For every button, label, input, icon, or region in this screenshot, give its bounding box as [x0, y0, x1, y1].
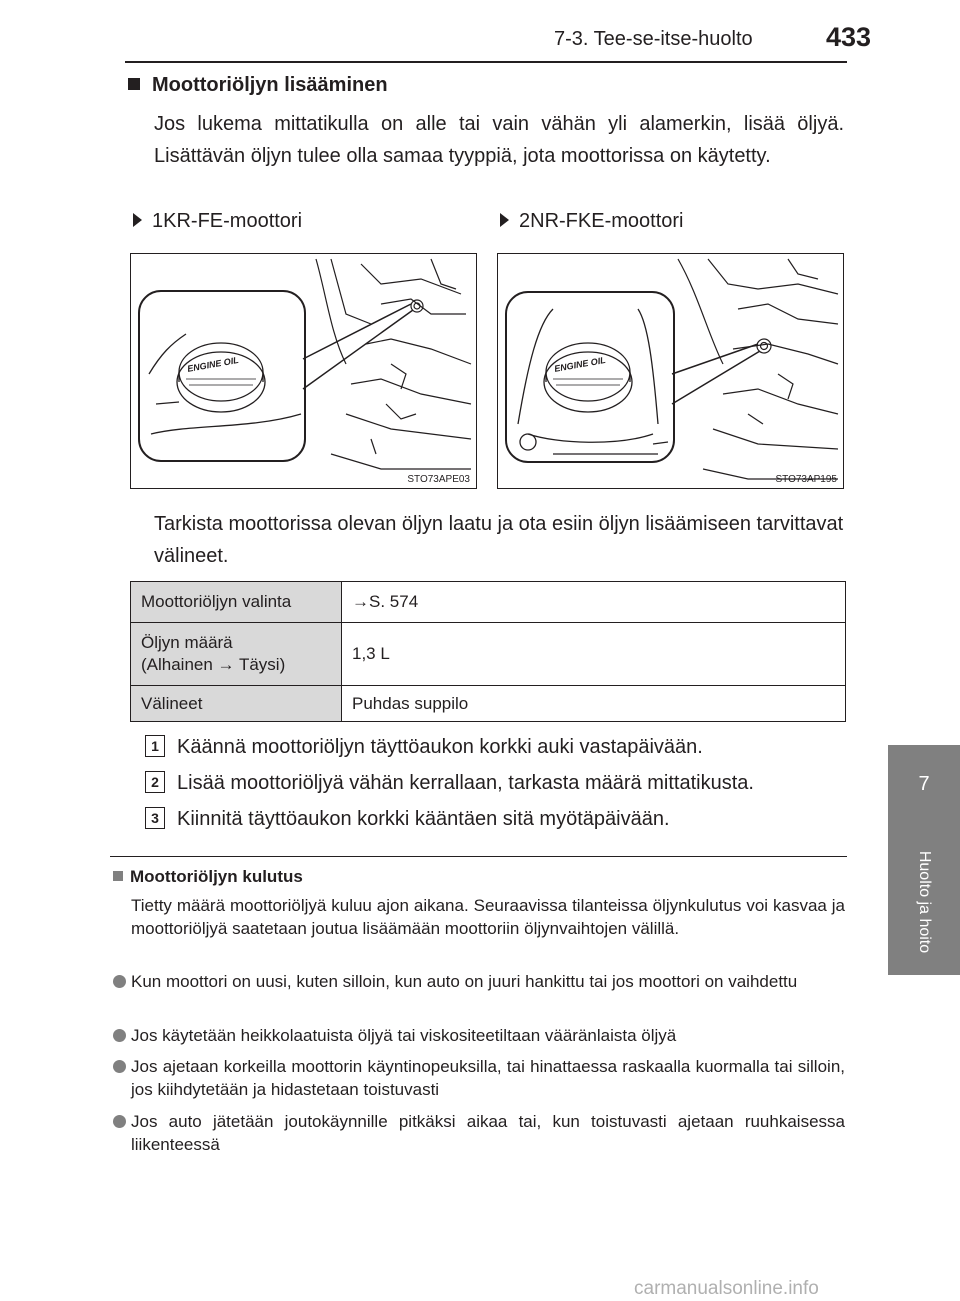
table-value: →S. 574 — [342, 582, 846, 623]
triangle-pointer-icon — [133, 213, 142, 227]
section-heading — [128, 74, 388, 97]
list-item — [113, 1055, 845, 1101]
table-value: Puhdas suppilo — [342, 686, 846, 722]
step-1-text: Käännä moottoriöljyn täyttöaukon korkki auki vastapäivään. — [177, 736, 703, 758]
note-heading-text: Moottoriöljyn kulutus — [130, 867, 303, 886]
engine-label-2 — [500, 210, 683, 233]
list-item — [113, 1110, 845, 1156]
figure-code-1: STO73APE03 — [407, 474, 470, 485]
note-heading — [113, 867, 303, 887]
list-item — [113, 1024, 845, 1047]
figure-code-2: STO73AP195 — [775, 474, 837, 485]
bullet-dot-icon — [113, 1060, 126, 1073]
chapter-tab-number — [888, 745, 960, 829]
note-paragraph: Tietty määrä moottoriöljyä kuluu ajon aikana. Seuraavissa tilanteissa öljynkulutus voi kasvaa ja moottoriöljyä saatetaan joutua lisäämään moottoriin öljynvaihtojen välillä. — [131, 896, 845, 938]
bullet-dot-icon — [113, 1115, 126, 1128]
table-key-line-2: (Alhainen → Täysi) — [141, 655, 286, 674]
chapter-title: Huolto ja hoito — [916, 850, 933, 954]
oil-info-table — [130, 581, 846, 722]
table-row — [131, 623, 846, 686]
bullet-dot-icon — [113, 1029, 126, 1042]
cap-label: ENGINE OIL — [186, 354, 240, 374]
step-2-text: Lisää moottoriöljyä vähän kerrallaan, tarkasta määrä mittatikusta. — [177, 772, 754, 794]
engine-label-2-text: 2NR-FKE-moottori — [519, 210, 684, 232]
header-rule — [125, 61, 847, 63]
chapter-number: 7 — [918, 773, 930, 795]
table-value: 1,3 L — [342, 623, 846, 686]
list-item-text: Kun moottori on uusi, kuten silloin, kun auto on juuri hankittu tai jos moottori on vaihdettu — [131, 972, 798, 991]
section-title: 7-3. Tee-se-itse-huolto — [554, 28, 753, 50]
note-divider — [110, 856, 847, 857]
square-bullet-icon — [128, 78, 140, 90]
chapter-tab-title — [888, 829, 960, 975]
cap-label: ENGINE OIL — [553, 354, 607, 374]
list-item-text: Jos auto jätetään joutokäynnille pitkäksi aikaa tai, kun toistuvasti ajetaan ruuhkaisessa liikenteessä — [131, 1112, 845, 1154]
table-key — [131, 623, 342, 686]
step-number-1: 1 — [145, 735, 165, 757]
intro-paragraph: Jos lukema mittatikulla on alle tai vain vähän yli alamerkin, lisää öljyä. Lisättävän öljyn tulee olla samaa tyyppiä, jota moottorissa on käytetty. — [154, 113, 844, 167]
square-bullet-icon — [113, 871, 123, 881]
figure-2nr-fke-oil-cap — [497, 253, 844, 489]
engine-bay-illustration-1 — [131, 254, 476, 488]
step-3 — [145, 807, 670, 831]
list-item-text: Jos käytetään heikkolaatuista öljyä tai viskositeetiltaan vääränlaista öljyä — [131, 1026, 677, 1045]
page-number: 433 — [826, 22, 872, 52]
figure-1kr-fe-oil-cap — [130, 253, 477, 489]
list-item — [113, 970, 845, 993]
section-heading-text: Moottoriöljyn lisääminen — [152, 74, 388, 96]
table-row — [131, 686, 846, 722]
engine-bay-illustration-2 — [498, 254, 843, 488]
check-paragraph: Tarkista moottorissa olevan öljyn laatu ja ota esiin öljyn lisäämiseen tarvittavat välineet. — [154, 513, 844, 567]
table-key: Välineet — [131, 686, 342, 722]
triangle-pointer-icon — [500, 213, 509, 227]
table-key-line-1: Öljyn määrä — [141, 633, 233, 652]
list-item-text: Jos ajetaan korkeilla moottorin käyntinopeuksilla, tai hinattaessa raskaalla kuormalla tai silloin, jos kiihdytetään ja hidastetaan toistuvasti — [131, 1057, 845, 1099]
engine-label-1 — [133, 210, 302, 233]
table-key: Moottoriöljyn valinta — [131, 582, 342, 623]
bullet-dot-icon — [113, 975, 126, 988]
watermark: carmanualsonline.info — [634, 1278, 819, 1299]
step-1 — [145, 735, 703, 759]
table-row — [131, 582, 846, 623]
step-3-text: Kiinnitä täyttöaukon korkki kääntäen sitä myötäpäivään. — [177, 808, 670, 830]
engine-label-1-text: 1KR-FE-moottori — [152, 210, 303, 232]
step-number-3: 3 — [145, 807, 165, 829]
step-2 — [145, 771, 754, 795]
step-number-2: 2 — [145, 771, 165, 793]
